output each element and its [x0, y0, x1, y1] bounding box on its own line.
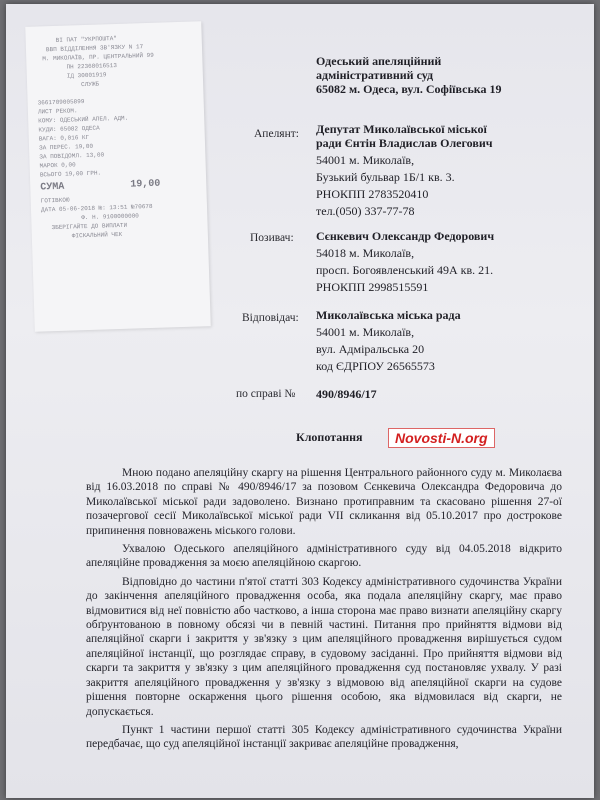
- document-title: Клопотання: [296, 430, 363, 444]
- receipt-line: ВСЬОГО 19,00 ГРН.: [39, 169, 102, 179]
- appellant-addr2: Бузький бульвар 1Б/1 кв. 3.: [316, 170, 455, 184]
- defendant-addr2: вул. Адміральська 20: [316, 342, 425, 356]
- court-name-line1: Одеський апеляційний: [316, 54, 442, 68]
- plaintiff-block: [316, 229, 494, 294]
- receipt-line: МАРОК 0,00: [39, 161, 76, 170]
- appellant-label: Апелянт:: [254, 128, 299, 140]
- postal-receipt: [25, 21, 210, 331]
- paragraph: Ухвалою Одеського апеляційного адміністративного суду від 04.05.2018 відкрито апеляційне провадження за моєю апеляційною скаргою.: [86, 543, 562, 570]
- receipt-line: ВВП ВІДДІЛЕННЯ ЗВ'ЯЗКУ N 17: [45, 43, 144, 54]
- court-name-line2: адміністративний суд: [316, 68, 434, 82]
- receipt-line: КОМУ: ОДЕСЬКИЙ АПЕЛ. АДМ.: [38, 114, 129, 125]
- receipt-line: ФІСКАЛЬНИЙ ЧЕК: [71, 230, 123, 240]
- defendant-code: код ЄДРПОУ 26565573: [316, 359, 435, 373]
- appellant-title: Депутат Миколаївської міської: [316, 122, 487, 136]
- appellant-block: [316, 122, 493, 218]
- plaintiff-rnokpp: РНОКПП 2998515591: [316, 280, 429, 294]
- receipt-line: ІД 30001919: [66, 71, 107, 80]
- watermark-logo: Novosti-N.org: [388, 428, 495, 448]
- receipt-sum-value: 19,00: [130, 178, 161, 191]
- court-block: [316, 54, 502, 96]
- document-body: [86, 466, 562, 756]
- paragraph: Пункт 1 частини першої статті 305 Кодексу адміністративного судочинства України передбачає, що суд апеляційної інстанції закриває апеляційне провадження,: [86, 723, 562, 751]
- receipt-line: КУДИ: 65082 ОДЕСА: [38, 124, 100, 134]
- receipt-line: ЛИСТ РЕКОМ.: [37, 107, 78, 116]
- plaintiff-addr1: 54018 м. Миколаїв,: [316, 246, 415, 260]
- appellant-phone: тел.(050) 337-77-78: [316, 204, 415, 218]
- defendant-name: Миколаївська міська рада: [316, 308, 461, 322]
- court-address: 65082 м. Одеса, вул. Софіївська 19: [316, 82, 502, 96]
- plaintiff-label: Позивач:: [250, 232, 294, 244]
- case-number: 490/8946/17: [316, 387, 377, 401]
- receipt-line: ЗА ПЕРЕС. 19,00: [38, 142, 94, 152]
- title-row: [6, 428, 594, 448]
- receipt-sum: [40, 179, 196, 193]
- paragraph: Відповідно до частини п'ятої статті 303 Кодексу адміністративного судочинства України до закінчення апеляційного провадження особа, яка подала апеляційну скаргу, має право відмовитися від неї повністю або частково, а інша сторона має право визнати апеляційну скаргу обґрунтованою в повному обсязі чи в певній частині. Питання про прийняття відмови від апеляційної скарги і закриття у зв'язку з цим апеляційного провадження вирішується судом апеляційної інстанції, що розглядає справу, в судовому засіданні. Про прийняття відмови від скарги та закриття у зв'язку з цим апеляційного провадження суд постановляє ухвалу. У разі закриття апеляційного провадження у зв'язку з відмовою від апеляційної скарги на судове рішення повторне оскарження цього рішення особою, яка відмовилася від скарги, не допускається.: [86, 575, 562, 718]
- appellant-name: ради Єнтін Владислав Олегович: [316, 136, 493, 150]
- receipt-line: ЗБЕРІГАЙТЕ ДО ВИПЛАТИ: [51, 221, 128, 232]
- receipt-line: ГОТІВКОЮ: [40, 196, 70, 205]
- appellant-rnokpp: РНОКПП 2783520410: [316, 187, 429, 201]
- document-page: [6, 4, 594, 798]
- appellant-addr1: 54001 м. Миколаїв,: [316, 153, 415, 167]
- receipt-line: ВАГА: 0,016 КГ: [38, 133, 90, 143]
- receipt-line: ДАТА 05-06-2018 №: 13:51 №70678: [40, 202, 153, 214]
- paragraph: Мною подано апеляційну скаргу на рішення Центрального районного суду м. Миколаєва від 16.03.2018 по справі № 490/8946/17 за позовом Сєнкевича Олександра Федоровича до Миколаївської міської ради задоволено. Визнано протиправним та скасовано рішення 27-ої позачергової сесії Миколаївської міської ради VII скликання від 05.10.2017 про дострокове припинення повноважень міського голови.: [86, 467, 562, 537]
- receipt-line: ЗА ПОВІДОМЛ. 13,00: [39, 151, 105, 161]
- plaintiff-addr2: просп. Богоявленський 49А кв. 21.: [316, 263, 494, 277]
- receipt-line: 3661709005899: [37, 98, 85, 107]
- receipt-line: М. МИКОЛАЇВ, ПР. ЦЕНТРАЛЬНИЙ 99: [42, 51, 154, 63]
- receipt-sum-label: СУМА: [40, 181, 65, 194]
- plaintiff-name: Сєнкевич Олександр Федорович: [316, 229, 495, 243]
- receipt-line: СЛУЖБ: [80, 80, 100, 89]
- defendant-block: [316, 308, 461, 373]
- case-label: по справі №: [236, 388, 296, 400]
- receipt-line: ПН 22368016513: [66, 61, 118, 71]
- receipt-line: Ф. Н. 9100000000: [81, 212, 139, 222]
- defendant-addr1: 54001 м. Миколаїв,: [316, 325, 415, 339]
- defendant-label: Відповідач:: [242, 312, 299, 324]
- receipt-line: ВІ ПАТ "УКРПОШТА": [55, 34, 117, 44]
